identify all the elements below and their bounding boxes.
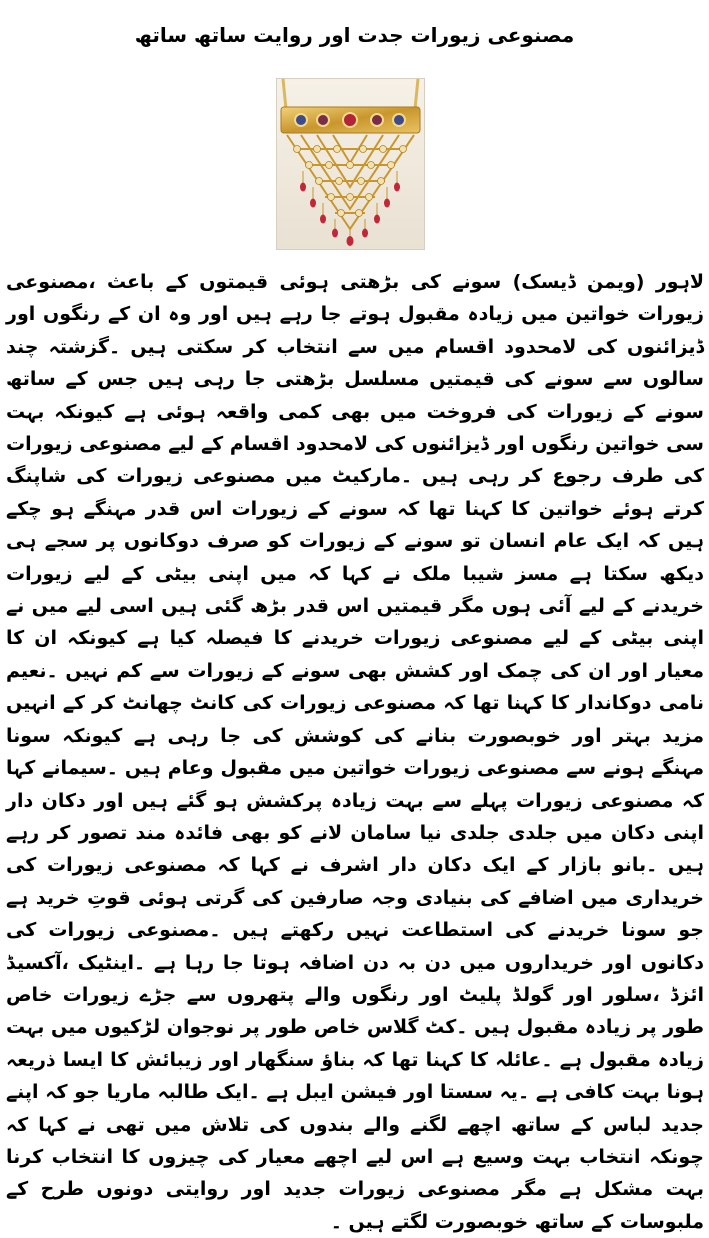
gold-necklace-photo [276, 78, 425, 250]
headline: مصنوعی زیورات جدت اور روایت ساتھ ساتھ [134, 23, 575, 47]
necklace-illustration [277, 79, 424, 249]
article-body: لاہور (ویمن ڈیسک) سونے کی بڑھتی ہوئی قیمتوں کے باعث ،مصنوعی زیورات خواتین میں زیادہ مقبول ہوتے جا رہے ہیں اور وہ ان کے رنگوں اور ڈیزائنوں کی لامحدود اقسام میں سے انتخاب کر سکتی ہیں ۔گزشتہ چند سالوں سے سونے کی قیمتیں مسلسل بڑھتی جا رہی ہیں جس کے ساتھ سونے کے زیورات کی فروخت میں بھی کمی واقعہ ہوئی ہے کیونکہ بہت سی خواتین رنگوں اور ڈیزائنوں کی لامحدود اقسام کے لیے مصنوعی زیورات کی طرف رجوع کر رہی ہیں ۔مارکیٹ میں مصنوعی زیورات کی شاپنگ کرتے ہوئے خواتین کا کہنا تھا کہ سونے کے زیورات اس قدر مہنگے ہو چکے ہیں کہ ایک عام انسان تو سونے کے زیورات کو صرف دوکانوں پر سجے ہی دیکھ سکتا ہے مسز شیبا ملک نے کہا کہ میں اپنی بیٹی کے لیے زیورات خریدنے کے لیے آئی ہوں مگر قیمتیں اس قدر بڑھ گئی ہیں اسی لیے میں نے اپنی بیٹی کے لیے مصنوعی زیورات خریدنے کا فیصلہ کیا ہے کیونکہ ان کا معیار اور ان کی چمک اور کشش بھی سونے کے زیورات سے کم نہیں ۔نعیم نامی دوکاندار کا کہنا تھا کہ مصنوعی زیورات کی کانٹ چھانٹ کر کے انہیں مزید بہتر اور خوبصورت بنانے کی کوشش کی جا رہی ہے کیونکہ سونا مہنگے ہونے سے مصنوعی زیورات خواتین میں مقبول وعام ہیں ۔سیمانے کہا کہ مصنوعی زیورات پہلے سے بہت زیادہ پرکشش ہو گئے ہیں اور دکان دار اپنی دکان میں جلدی جلدی نیا سامان لانے کو بھی فائدہ مند تصور کر رہے ہیں ۔بانو بازار کے ایک دکان دار اشرف نے کہا کہ مصنوعی زیورات کی خریداری میں اضافے کی بنیادی وجہ صارفین کی گرتی ہوئی قوتِ خرید ہے جو سونا خریدنے کی استطاعت نہیں رکھتے ہیں ۔مصنوعی زیورات کی دکانوں اور خریداروں میں دن بہ دن اضافہ ہوتا جا رہا ہے ۔اینٹیک ،آکسیڈ ائزڈ ،سلور اور گولڈ پلیٹ اور رنگوں والے پتھروں سے جڑے زیورات خاص طور پر زیادہ مقبول ہیں ۔کٹ گلاس خاص طور پر نوجوان لڑکیوں میں بہت زیادہ مقبول ہے ۔عائلہ کا کہنا تھا کہ بناؤ سنگھار اور زیبائش کا ایسا ذریعہ ہونا بہت کافی ہے ۔یہ سستا اور فیشن ایبل ہے ۔ایک طالبہ ماریا جو کہ اپنے جدید لباس کے ساتھ اچھے لگنے والے بندوں کی تلاش میں تھی نے کہا کہ چونکہ انتخاب بہت وسیع ہے اس لیے اچھے معیار کی چیزوں کا انتخاب کرنا بہت مشکل ہے مگر مصنوعی زیورات جدید اور روایتی دونوں طرح کے ملبوسات کے ساتھ خوبصورت لگتے ہیں ۔ [6, 271, 704, 1233]
